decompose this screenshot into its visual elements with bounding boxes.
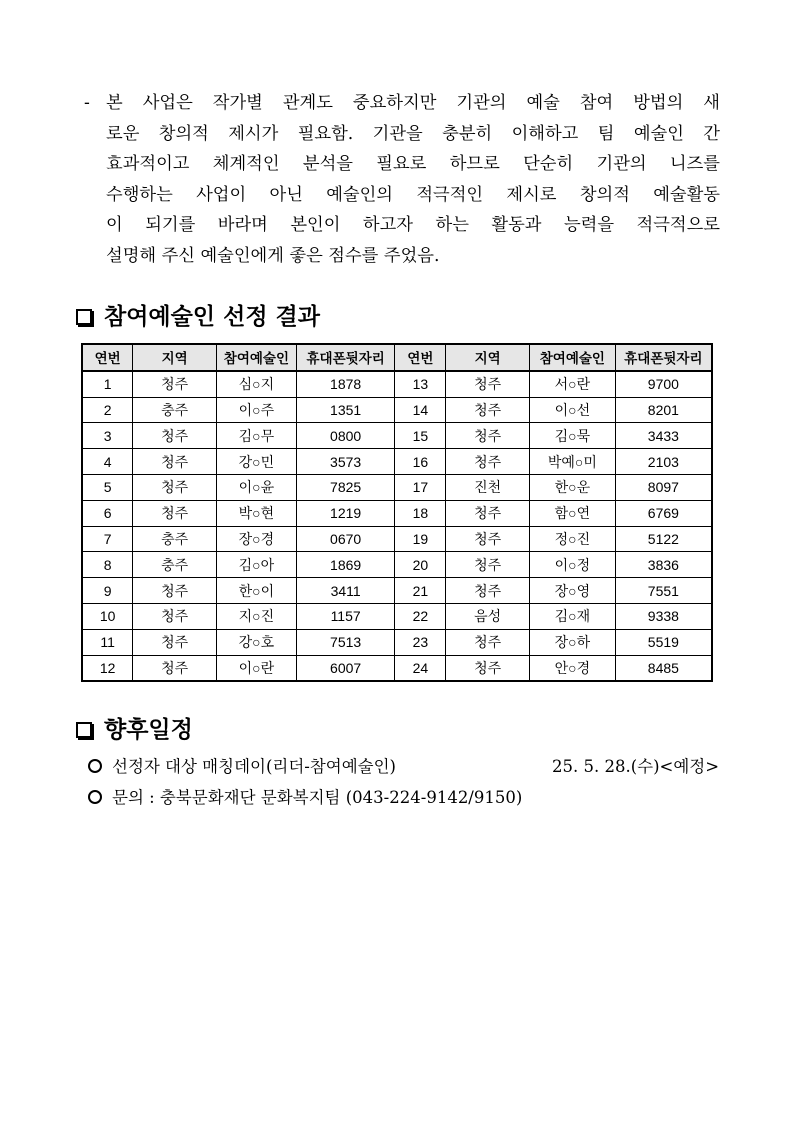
table-cell: 5 <box>82 474 133 500</box>
table-cell: 청주 <box>133 655 217 681</box>
table-cell: 15 <box>395 423 446 449</box>
table-cell: 3 <box>82 423 133 449</box>
table-cell: 장○하 <box>530 629 616 655</box>
column-header: 연번 <box>82 344 133 371</box>
checkbox-square-icon <box>76 722 92 738</box>
table-cell: 청주 <box>446 526 530 552</box>
table-cell: 김○재 <box>530 603 616 629</box>
table-cell: 3836 <box>615 552 712 578</box>
table-cell: 정○진 <box>530 526 616 552</box>
table-cell: 박예○미 <box>530 449 616 475</box>
table-cell: 9700 <box>615 371 712 397</box>
table-row <box>82 474 712 500</box>
table-cell: 1 <box>82 371 133 397</box>
table-cell: 진천 <box>446 474 530 500</box>
table-cell: 이○선 <box>530 397 616 423</box>
paragraph-line: 이 되기를 바라며 본인이 하고자 하는 활동과 능력을 적극적으로 <box>106 215 720 236</box>
table-cell: 8097 <box>615 474 712 500</box>
table-cell: 18 <box>395 500 446 526</box>
bullet-dash: - <box>84 93 90 113</box>
table-cell: 청주 <box>133 500 217 526</box>
table-row <box>82 552 712 578</box>
table-cell: 1351 <box>296 397 395 423</box>
table-cell: 6769 <box>615 500 712 526</box>
contact-text: 문의 : 충북문화재단 문화복지팀 (043-224-9142/9150) <box>112 788 523 807</box>
table-cell: 20 <box>395 552 446 578</box>
table-row <box>82 629 712 655</box>
contact-item <box>88 786 522 810</box>
table-cell: 9 <box>82 578 133 604</box>
table-row <box>82 526 712 552</box>
table-cell: 청주 <box>133 474 217 500</box>
results-table <box>81 343 713 682</box>
table-cell: 2103 <box>615 449 712 475</box>
table-cell: 12 <box>82 655 133 681</box>
table-cell: 9338 <box>615 603 712 629</box>
table-cell: 박○현 <box>217 500 297 526</box>
table-cell: 장○경 <box>217 526 297 552</box>
table-cell: 김○무 <box>217 423 297 449</box>
table-cell: 17 <box>395 474 446 500</box>
table-cell: 3433 <box>615 423 712 449</box>
table-cell: 김○묵 <box>530 423 616 449</box>
table-cell: 13 <box>395 371 446 397</box>
table-cell: 6007 <box>296 655 395 681</box>
table-cell: 충주 <box>133 397 217 423</box>
paragraph-line: 수행하는 사업이 아닌 예술인의 적극적인 제시로 창의적 예술활동 <box>106 184 720 205</box>
table-cell: 5519 <box>615 629 712 655</box>
table-cell: 21 <box>395 578 446 604</box>
section-heading-results <box>76 303 320 331</box>
table-cell: 청주 <box>133 603 217 629</box>
table-cell: 청주 <box>446 397 530 423</box>
table-cell: 청주 <box>446 552 530 578</box>
table-cell: 19 <box>395 526 446 552</box>
table-cell: 한○운 <box>530 474 616 500</box>
table-cell: 청주 <box>133 449 217 475</box>
column-header: 참여예술인 <box>530 344 616 371</box>
table-cell: 청주 <box>446 423 530 449</box>
paragraph-line: 설명해 주신 예술인에게 좋은 점수를 주었음. <box>106 245 440 266</box>
paragraph-line: 본 사업은 작가별 관계도 중요하지만 기관의 예술 참여 방법의 새 <box>106 93 720 113</box>
schedule-date: 25. 5. 28.(수)<예정> <box>552 757 720 776</box>
table-cell: 청주 <box>446 371 530 397</box>
table-cell: 8 <box>82 552 133 578</box>
table-cell: 1878 <box>296 371 395 397</box>
table-cell: 6 <box>82 500 133 526</box>
table-row <box>82 423 712 449</box>
table-cell: 청주 <box>446 655 530 681</box>
table-cell: 이○정 <box>530 552 616 578</box>
table-cell: 음성 <box>446 603 530 629</box>
table-cell: 청주 <box>446 629 530 655</box>
table-cell: 청주 <box>133 629 217 655</box>
table-cell: 3411 <box>296 578 395 604</box>
table-cell: 이○주 <box>217 397 297 423</box>
table-cell: 3573 <box>296 449 395 475</box>
table-body <box>82 371 712 682</box>
table-cell: 청주 <box>446 578 530 604</box>
circle-bullet-icon <box>88 790 102 804</box>
table-cell: 1869 <box>296 552 395 578</box>
section-title: 향후일정 <box>104 717 193 743</box>
table-cell: 1157 <box>296 603 395 629</box>
table-cell: 청주 <box>133 371 217 397</box>
table-cell: 23 <box>395 629 446 655</box>
table-cell: 8485 <box>615 655 712 681</box>
column-header: 참여예술인 <box>217 344 297 371</box>
section-title: 참여예술인 선정 결과 <box>104 304 320 330</box>
table-row <box>82 655 712 681</box>
table-cell: 강○호 <box>217 629 297 655</box>
table-cell: 충주 <box>133 526 217 552</box>
table-cell: 1219 <box>296 500 395 526</box>
table-cell: 한○이 <box>217 578 297 604</box>
table-cell: 심○지 <box>217 371 297 397</box>
table-row <box>82 603 712 629</box>
column-header: 지역 <box>133 344 217 371</box>
column-header: 지역 <box>446 344 530 371</box>
table-cell: 지○진 <box>217 603 297 629</box>
table-cell: 22 <box>395 603 446 629</box>
table-cell: 함○연 <box>530 500 616 526</box>
column-header: 연번 <box>395 344 446 371</box>
table-cell: 청주 <box>133 423 217 449</box>
paragraph-line: 효과적이고 체계적인 분석을 필요로 하므로 단순히 기관의 니즈를 <box>106 154 720 175</box>
circle-bullet-icon <box>88 759 102 773</box>
table-cell: 7551 <box>615 578 712 604</box>
table-header-row <box>82 344 712 371</box>
table-cell: 이○윤 <box>217 474 297 500</box>
table-cell: 0670 <box>296 526 395 552</box>
schedule-text: 선정자 대상 매칭데이(리더-참여예술인) <box>112 757 396 776</box>
table-cell: 청주 <box>446 500 530 526</box>
table-row <box>82 500 712 526</box>
table-cell: 강○민 <box>217 449 297 475</box>
column-header: 휴대폰뒷자리 <box>615 344 712 371</box>
paragraph-line: 로운 창의적 제시가 필요함. 기관을 충분히 이해하고 팀 예술인 간 <box>106 123 720 144</box>
table-cell: 4 <box>82 449 133 475</box>
table-cell: 7825 <box>296 474 395 500</box>
table-cell: 안○경 <box>530 655 616 681</box>
table-cell: 14 <box>395 397 446 423</box>
table-cell: 16 <box>395 449 446 475</box>
table-row <box>82 371 712 397</box>
table-cell: 2 <box>82 397 133 423</box>
table-cell: 5122 <box>615 526 712 552</box>
checkbox-square-icon <box>76 309 92 325</box>
table-row <box>82 449 712 475</box>
column-header: 휴대폰뒷자리 <box>296 344 395 371</box>
table-cell: 11 <box>82 629 133 655</box>
table-cell: 청주 <box>446 449 530 475</box>
table-cell: 청주 <box>133 578 217 604</box>
schedule-item <box>88 755 718 779</box>
table-cell: 충주 <box>133 552 217 578</box>
table-cell: 24 <box>395 655 446 681</box>
table-cell: 장○영 <box>530 578 616 604</box>
table-cell: 서○란 <box>530 371 616 397</box>
table-row <box>82 397 712 423</box>
section-heading-schedule <box>76 716 193 744</box>
description-paragraph <box>84 88 720 272</box>
table-row <box>82 578 712 604</box>
table-cell: 7513 <box>296 629 395 655</box>
table-cell: 0800 <box>296 423 395 449</box>
table-cell: 김○아 <box>217 552 297 578</box>
table-cell: 이○란 <box>217 655 297 681</box>
table-cell: 10 <box>82 603 133 629</box>
table-cell: 8201 <box>615 397 712 423</box>
table-cell: 7 <box>82 526 133 552</box>
